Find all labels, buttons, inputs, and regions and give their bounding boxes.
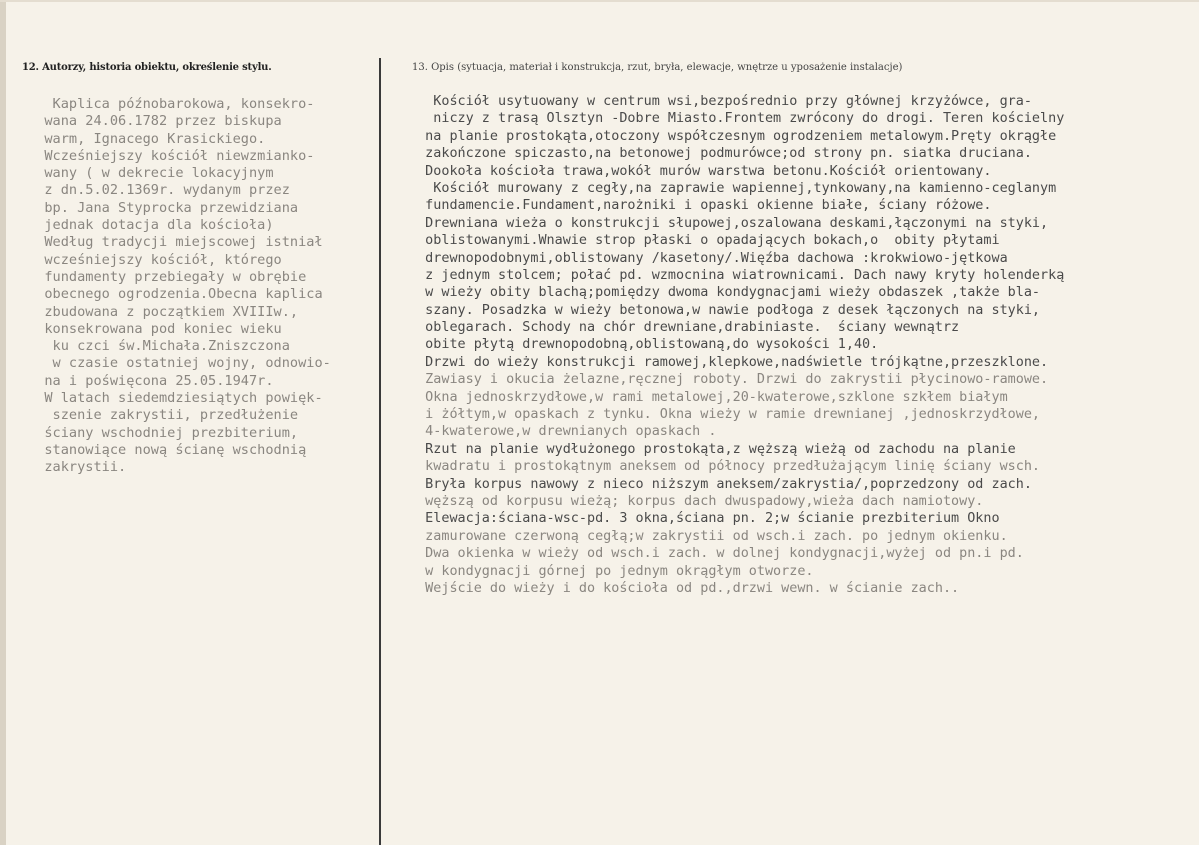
text-line: Rzut na planie wydłużonego prostokąta,z węższą wieżą od zachodu na planie — [409, 441, 1016, 457]
text-line: Kościół usytuowany w centrum wsi,bezpośrednio przy głównej krzyżówce, gra- — [409, 94, 1032, 109]
text-line: W latach siedemdziesiątych powięk- — [28, 390, 323, 407]
text-line: ściany wschodniej prezbiterium, — [28, 424, 299, 441]
text-line: Drzwi do wieży konstrukcji ramowej,klepkowe,nadświetle trójkątne,przeszklone. — [409, 354, 1049, 370]
history-text-column — [28, 96, 331, 477]
description-text-column — [409, 93, 1064, 597]
text-line: wany ( w dekrecie lokacyjnym — [28, 165, 274, 182]
text-line: Kaplica późnobarokowa, konsekro- — [28, 96, 315, 112]
text-line: stanowiące nową ścianę wschodnią — [28, 441, 307, 458]
text-line: 4-kwaterowe,w drewnianych opaskach . — [409, 424, 717, 440]
text-line: na planie prostokąta,otoczony współczesnym ogrodzeniem metalowym.Pręty okrągłe — [409, 128, 1057, 144]
page-left-edge — [0, 0, 6, 845]
text-line: w wieży obity blachą;pomiędzy dwoma kondygnacjami wieży obdaszek ,także bla- — [409, 285, 1041, 301]
text-line: warm, Ignacego Krasickiego. — [28, 130, 266, 147]
section-13-header: 13. Opis (sytuacja, materiał i konstrukcja, rzut, bryła, elewacje, wnętrze u yposażenie instalacje) — [412, 62, 903, 73]
text-line: oblegarach. Schody na chór drewniane,drabiniaste. ściany wewnątrz — [409, 320, 960, 336]
text-line: Wcześniejszy kościół niewzmianko- — [28, 147, 315, 164]
section-12-header: 12. Autorzy, historia obiektu, określenie stylu. — [22, 62, 272, 73]
text-line: Wejście do wieży i do kościoła od pd.,drzwi wewn. w ścianie zach.. — [409, 580, 960, 596]
text-line: zbudowana z początkiem XVIIIw., — [28, 303, 299, 320]
text-line: Kościół murowany z cegły,na zaprawie wapiennej,tynkowany,na kamienno-ceglanym — [409, 180, 1057, 196]
text-line: Elewacja:ściana-wsc-pd. 3 okna,ściana pn. 2;w ścianie prezbiterium Okno — [409, 511, 1000, 527]
text-line: ku czci św.Michała.Zniszczona — [28, 338, 290, 355]
text-line: niczy z trasą Olsztyn -Dobre Miasto.Frontem zwrócony do drogi. Teren kościelny — [409, 111, 1065, 127]
text-line: szany. Posadzka w wieży betonowa,w nawie podłoga z desek łączonych na styki, — [409, 302, 1041, 318]
text-line: jednak dotacja dla kościoła) — [28, 217, 274, 234]
text-line: fundamencie.Fundament,narożniki i opaski okienne białe, ściany różowe. — [409, 198, 992, 214]
text-line: Dwa okienka w wieży od wsch.i zach. w dolnej kondygnacji,wyżej od pn.i pd. — [409, 546, 1024, 562]
text-line: Okna jednoskrzydłowe,w rami metalowej,20-kwaterowe,szklone szkłem białym — [409, 389, 1008, 405]
text-line: wana 24.06.1782 przez biskupa — [28, 113, 282, 130]
text-line: i żółtym,w opaskach z tynku. Okna wieży w ramie drewnianej ,jednoskrzydłowe, — [409, 407, 1041, 423]
text-line: węższą od korpusu wieżą; korpus dach dwuspadowy,wieża dach namiotowy. — [409, 493, 984, 509]
text-line: w kondygnacji górnej po jednym okrągłym otworze. — [409, 563, 814, 579]
text-line: z jednym stolcem; połać pd. wzmocnina wiatrownicami. Dach nawy kryty holenderką — [409, 267, 1065, 283]
text-line: na i poświęcona 25.05.1947r. — [28, 372, 274, 389]
text-line: zamurowane czerwoną cegłą;w zakrystii od wsch.i zach. po jednym okienku. — [409, 528, 1008, 544]
text-line: oblistowanymi.Wnawie strop płaski o opadających bokach,o obity płytami — [409, 233, 1000, 249]
text-line: Dookoła kościoła trawa,wokół murów warstwa betonu.Kościół orientowany. — [409, 163, 992, 179]
text-line: zakończone spiczasto,na betonowej podmurówce;od strony pn. siatka druciana. — [409, 146, 1032, 162]
text-line: wcześniejszy kościół, którego — [28, 251, 282, 268]
text-line: Bryła korpus nawowy z nieco niższym aneksem/zakrystia/,poprzedzony od zach. — [409, 476, 1032, 492]
column-divider — [379, 58, 381, 845]
text-line: Drewniana wieża o konstrukcji słupowej,oszalowana deskami,łączonymi na styki, — [409, 215, 1049, 231]
text-line: obecnego ogrodzenia.Obecna kaplica — [28, 286, 323, 303]
text-line: obite płytą drewnopodobną,oblistowaną,do wysokości 1,40. — [409, 337, 879, 353]
text-line: z dn.5.02.1369r. wydanym przez — [28, 182, 290, 199]
text-line: szenie zakrystii, przedłużenie — [28, 407, 299, 424]
text-line: konsekrowana pod koniec wieku — [28, 320, 282, 337]
page-top-edge — [0, 0, 1199, 2]
text-line: w czasie ostatniej wojny, odnowio- — [28, 355, 331, 372]
text-line: Zawiasy i okucia żelazne,ręcznej roboty. Drzwi do zakrystii płycinowo-ramowe. — [409, 372, 1049, 388]
text-line: drewnopodobnymi,oblistowany /kasetony/.Więźba dachowa :krokwiowo-jętkowa — [409, 250, 1008, 266]
text-line: kwadratu i prostokątnym aneksem od północy przedłużającym linię ściany wsch. — [409, 459, 1041, 475]
text-line: Według tradycji miejscowej istniał — [28, 234, 323, 251]
text-line: zakrystii. — [28, 459, 127, 476]
text-line: bp. Jana Styprocka przewidziana — [28, 199, 299, 216]
text-line: fundamenty przebiegały w obrębie — [28, 268, 307, 285]
